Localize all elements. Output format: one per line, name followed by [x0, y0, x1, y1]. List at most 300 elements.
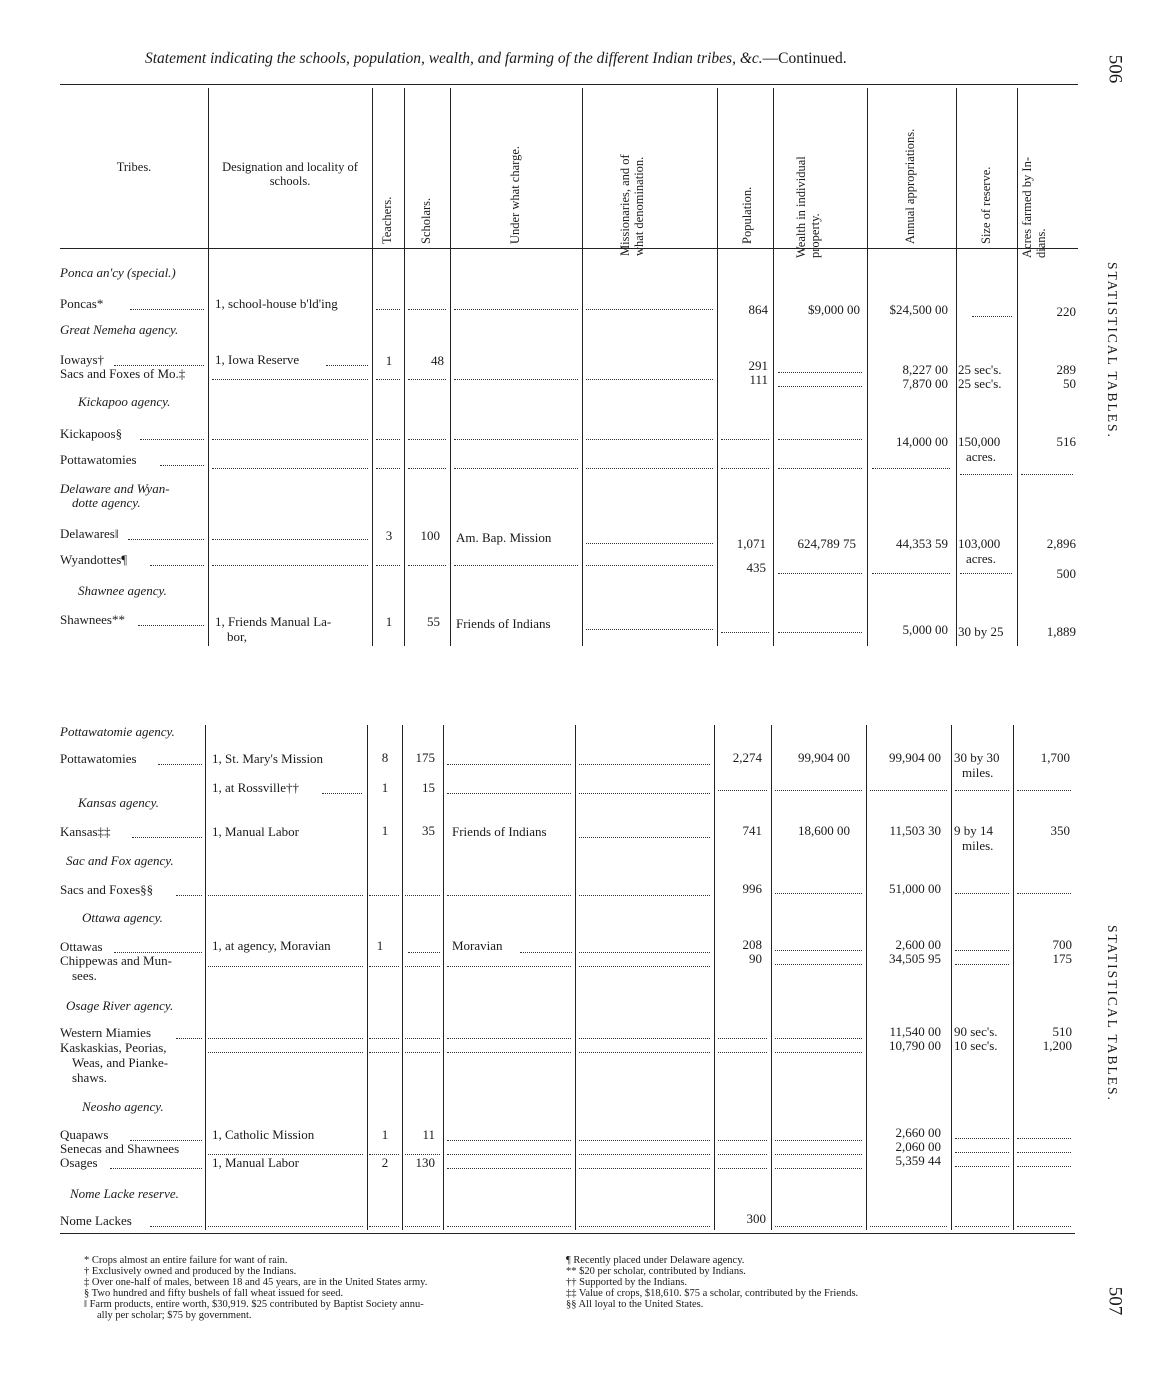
leader-dots: [955, 950, 1009, 951]
population-value: 435: [746, 560, 766, 575]
acres-value: 1,700: [1040, 750, 1070, 765]
page-number-top: 506: [1104, 54, 1126, 84]
agency-label: Great Nemeha agency.: [60, 322, 179, 337]
leader-dots: [586, 543, 713, 544]
charge-value: Friends of Indians: [452, 824, 547, 839]
tribe-name: Wyandottes¶: [60, 552, 128, 567]
leader-dots: [212, 468, 368, 469]
leader-dots: [128, 539, 204, 540]
annual-value: $24,500 00: [889, 302, 948, 317]
column-rule: [205, 725, 206, 1230]
agency-label: Ponca an'cy (special.): [60, 265, 176, 280]
leader-dots: [778, 372, 862, 373]
leader-dots: [369, 1038, 399, 1039]
teachers-value: 1: [376, 938, 384, 953]
leader-dots: [721, 468, 769, 469]
tribe-name: Weas, and Pianke-: [72, 1055, 169, 1070]
tribe-name: Pottawatomies: [60, 452, 137, 467]
leader-dots: [872, 573, 950, 574]
acres-value: 350: [1050, 823, 1070, 838]
leader-dots: [960, 573, 1012, 574]
leader-dots: [454, 379, 578, 380]
annual-value: 2,600 00: [895, 937, 941, 952]
reserve-value: 90 sec's.: [954, 1024, 998, 1039]
leader-dots: [405, 1038, 440, 1039]
tribe-name: Sacs and Foxes of Mo.‡: [60, 366, 186, 381]
agency-label: Delaware and Wyan-: [60, 481, 170, 496]
column-rule: [1013, 725, 1014, 1230]
school-name: 1, Manual Labor: [212, 824, 300, 839]
column-rule: [866, 725, 867, 1230]
column-rule: [443, 725, 444, 1230]
tribe-name: Senecas and Shawnees: [60, 1141, 180, 1156]
tribe-name: Poncas*: [60, 296, 104, 311]
reserve-value: acres.: [966, 551, 996, 566]
leader-dots: [579, 793, 710, 794]
school-name: 1, Catholic Mission: [212, 1127, 315, 1142]
population-value: 90: [749, 951, 762, 966]
annual-value: 2,060 00: [895, 1139, 941, 1154]
footnote: §§ All loyal to the United States.: [566, 1299, 704, 1310]
acres-value: 510: [1052, 1024, 1072, 1039]
tribe-name: Delawares‖: [60, 526, 119, 541]
annual-value: 14,000 00: [896, 434, 948, 449]
leader-dots: [408, 468, 446, 469]
table-bottom-rule: [60, 1233, 1075, 1234]
reserve-value: miles.: [962, 765, 994, 780]
leader-dots: [579, 1226, 710, 1227]
leader-dots: [778, 632, 862, 633]
column-rule: [714, 725, 715, 1230]
teachers-value: 2: [381, 1155, 389, 1170]
acres-value: 700: [1052, 937, 1072, 952]
table-top-rule: [60, 84, 1078, 85]
school-name: 1, St. Mary's Mission: [212, 751, 324, 766]
leader-dots: [454, 309, 578, 310]
leader-dots: [718, 1052, 767, 1053]
school-name: 1, at agency, Moravian: [212, 938, 331, 953]
column-rule: [367, 725, 368, 1230]
header-wealth: Wealth in individual property.: [794, 156, 822, 258]
leader-dots: [212, 539, 368, 540]
leader-dots: [775, 893, 862, 894]
header-population: Population.: [740, 186, 754, 244]
acres-value: 50: [1063, 376, 1076, 391]
scholars-value: 55: [427, 614, 440, 629]
wealth-value: 624,789 75: [797, 536, 856, 551]
school-name: 1, at Rossville††: [212, 780, 300, 795]
population-value: 300: [746, 1211, 766, 1226]
wealth-value: 99,904 00: [798, 750, 850, 765]
acres-value: 1,889: [1046, 624, 1076, 639]
column-rule: [372, 88, 373, 646]
leader-dots: [955, 1152, 1009, 1153]
leader-dots: [955, 1166, 1009, 1167]
reserve-value: 10 sec's.: [954, 1038, 998, 1053]
leader-dots: [778, 386, 862, 387]
header-missionaries: Missionaries, and of what denomination.: [618, 154, 646, 256]
leader-dots: [579, 1140, 710, 1141]
leader-dots: [369, 895, 399, 896]
leader-dots: [176, 895, 202, 896]
column-rule: [951, 725, 952, 1230]
agency-label: Pottawatomie agency.: [60, 724, 175, 739]
annual-value: 11,540 00: [889, 1024, 941, 1039]
footnote: † Exclusively owned and produced by the Indians.: [84, 1266, 297, 1277]
annual-value: 10,790 00: [889, 1038, 941, 1053]
leader-dots: [138, 625, 204, 626]
tribe-name: Shawnees**: [60, 612, 125, 627]
school-name: bor,: [227, 629, 248, 644]
population-value: 111: [749, 372, 768, 387]
leader-dots: [718, 790, 767, 791]
leader-dots: [150, 565, 204, 566]
tribe-name: Osages: [60, 1155, 98, 1170]
footnote: ‡‡ Value of crops, $18,610. $75 a scholar, contributed by the Friends.: [566, 1288, 859, 1299]
leader-dots: [408, 952, 440, 953]
leader-dots: [579, 895, 710, 896]
leader-dots: [955, 893, 1009, 894]
leader-dots: [579, 764, 710, 765]
header-annual: Annual appropriations.: [903, 128, 917, 244]
leader-dots: [130, 309, 204, 310]
leader-dots: [579, 1154, 710, 1155]
school-name: 1, school-house b'ld'ing: [215, 296, 338, 311]
teachers-value: 1: [381, 780, 389, 795]
leader-dots: [322, 793, 362, 794]
annual-value: 44,353 59: [896, 536, 948, 551]
annual-value: 5,000 00: [902, 622, 948, 637]
reserve-value: acres.: [966, 449, 996, 464]
leader-dots: [369, 1226, 399, 1227]
leader-dots: [1017, 1226, 1071, 1227]
agency-label: dotte agency.: [72, 495, 141, 510]
leader-dots: [212, 565, 368, 566]
tribe-name: Quapaws: [60, 1127, 109, 1142]
acres-value: 175: [1052, 951, 1072, 966]
leader-dots: [405, 1052, 440, 1053]
teachers-value: 3: [385, 528, 393, 543]
side-label-bottom: STATISTICAL TABLES.: [1105, 925, 1120, 1102]
annual-value: 51,000 00: [889, 881, 941, 896]
leader-dots: [579, 837, 710, 838]
leader-dots: [454, 468, 578, 469]
leader-dots: [447, 1154, 571, 1155]
reserve-value: miles.: [962, 838, 994, 853]
annual-value: 5,359 44: [895, 1153, 941, 1168]
agency-label: Nome Lacke reserve.: [70, 1186, 179, 1201]
column-rule: [717, 88, 718, 646]
column-rule: [575, 725, 576, 1230]
footnote: ** $20 per scholar, contributed by Indians.: [566, 1266, 746, 1277]
population-value: 2,274: [732, 750, 762, 765]
leader-dots: [376, 565, 400, 566]
tribe-name: Nome Lackes: [60, 1213, 132, 1228]
leader-dots: [376, 379, 400, 380]
annual-value: 99,904 00: [889, 750, 941, 765]
annual-value: 34,505 95: [889, 951, 941, 966]
tribe-name: Kaskaskias, Peorias,: [60, 1040, 167, 1055]
leader-dots: [955, 1226, 1009, 1227]
column-rule: [450, 88, 451, 646]
page-title: Statement indicating the schools, population, wealth, and farming of the different Indian tribes, &c.—Continued.: [145, 50, 847, 67]
reserve-value: 25 sec's.: [958, 376, 1002, 391]
leader-dots: [586, 468, 713, 469]
header-teachers: Teachers.: [380, 196, 394, 244]
school-name: 1, Iowa Reserve: [215, 352, 300, 367]
column-rule: [773, 88, 774, 646]
leader-dots: [579, 1038, 710, 1039]
acres-value: 1,200: [1042, 1038, 1072, 1053]
leader-dots: [955, 790, 1009, 791]
scholars-value: 48: [431, 353, 444, 368]
leader-dots: [447, 966, 571, 967]
acres-value: 289: [1056, 362, 1076, 377]
leader-dots: [586, 629, 713, 630]
leader-dots: [405, 1226, 440, 1227]
reserve-value: 25 sec's.: [958, 362, 1002, 377]
leader-dots: [972, 316, 1012, 317]
leader-dots: [326, 365, 368, 366]
leader-dots: [955, 964, 1009, 965]
acres-value: 2,896: [1046, 536, 1076, 551]
footnote: * Crops almost an entire failure for want of rain.: [84, 1255, 288, 1266]
leader-dots: [775, 1154, 862, 1155]
reserve-value: 30 by 30: [954, 750, 1000, 765]
leader-dots: [778, 439, 862, 440]
leader-dots: [208, 895, 363, 896]
column-rule: [771, 725, 772, 1230]
agency-label: Osage River agency.: [66, 998, 174, 1013]
leader-dots: [160, 465, 204, 466]
tribe-name: Kansas‡‡: [60, 824, 111, 839]
leader-dots: [405, 966, 440, 967]
leader-dots: [212, 439, 368, 440]
leader-dots: [775, 1038, 862, 1039]
footnote: †† Supported by the Indians.: [566, 1277, 688, 1288]
school-name: 1, Manual Labor: [212, 1155, 300, 1170]
leader-dots: [586, 309, 713, 310]
leader-dots: [447, 764, 571, 765]
leader-dots: [775, 1052, 862, 1053]
column-rule: [402, 725, 403, 1230]
leader-dots: [405, 895, 440, 896]
header-bottom-rule: [60, 248, 1078, 249]
leader-dots: [376, 309, 400, 310]
scholars-value: 175: [415, 750, 435, 765]
wealth-value: $9,000 00: [808, 302, 860, 317]
leader-dots: [408, 379, 446, 380]
leader-dots: [376, 439, 400, 440]
leader-dots: [579, 952, 710, 953]
leader-dots: [775, 1168, 862, 1169]
leader-dots: [158, 764, 202, 765]
leader-dots: [718, 1168, 767, 1169]
leader-dots: [208, 1038, 363, 1039]
leader-dots: [447, 1038, 571, 1039]
agency-label: Kansas agency.: [78, 795, 159, 810]
leader-dots: [454, 439, 578, 440]
population-value: 1,071: [736, 536, 766, 551]
tribe-name: Sacs and Foxes§§: [60, 882, 154, 897]
header-charge: Under what charge.: [508, 146, 522, 244]
leader-dots: [778, 468, 862, 469]
leader-dots: [208, 1226, 363, 1227]
acres-value: 220: [1056, 304, 1076, 319]
tribe-name: shaws.: [72, 1070, 108, 1085]
leader-dots: [955, 1138, 1009, 1139]
leader-dots: [586, 439, 713, 440]
header-acres: Acres farmed by In- dians.: [1020, 157, 1048, 258]
reserve-value: 150,000: [958, 434, 1001, 449]
population-value: 291: [748, 358, 768, 373]
leader-dots: [176, 1038, 202, 1039]
leader-dots: [1017, 790, 1071, 791]
leader-dots: [775, 964, 862, 965]
teachers-value: 1: [381, 823, 389, 838]
leader-dots: [447, 1226, 571, 1227]
charge-value: Friends of Indians: [456, 616, 551, 631]
leader-dots: [376, 468, 400, 469]
leader-dots: [721, 632, 769, 633]
tribe-name: Ottawas: [60, 939, 103, 954]
footnote: § Two hundred and fifty bushels of fall wheat issued for seed.: [84, 1288, 344, 1299]
leader-dots: [408, 439, 446, 440]
leader-dots: [447, 793, 571, 794]
tribe-name: Chippewas and Mun-: [60, 953, 172, 968]
header-tribes: Tribes.: [116, 160, 152, 174]
page-number-bottom: 507: [1104, 1286, 1126, 1316]
footnote: ¶ Recently placed under Delaware agency.: [566, 1255, 745, 1266]
charge-value: Am. Bap. Mission: [456, 530, 552, 545]
side-label-top: STATISTICAL TABLES.: [1105, 262, 1120, 439]
leader-dots: [579, 1168, 710, 1169]
leader-dots: [721, 439, 769, 440]
leader-dots: [447, 1168, 571, 1169]
tribe-name: Pottawatomies: [60, 751, 137, 766]
header-designation: Designation and locality of schools.: [222, 160, 358, 188]
leader-dots: [586, 565, 713, 566]
annual-value: 7,870 00: [902, 376, 948, 391]
leader-dots: [718, 1140, 767, 1141]
tribe-name: Western Miamies: [60, 1025, 152, 1040]
scholars-value: 11: [422, 1127, 435, 1142]
leader-dots: [408, 309, 446, 310]
leader-dots: [208, 966, 363, 967]
leader-dots: [447, 1052, 571, 1053]
footnote: ‡ Over one-half of males, between 18 and 45 years, are in the United States army.: [84, 1277, 428, 1288]
leader-dots: [718, 1154, 767, 1155]
tribe-name: sees.: [72, 968, 97, 983]
leader-dots: [447, 1140, 571, 1141]
wealth-value: 18,600 00: [798, 823, 850, 838]
column-rule: [1017, 88, 1018, 646]
agency-label: Sac and Fox agency.: [66, 853, 174, 868]
leader-dots: [579, 966, 710, 967]
leader-dots: [1017, 1166, 1071, 1167]
tribe-name: Ioways†: [60, 352, 105, 367]
header-reserve: Size of reserve.: [979, 166, 993, 244]
leader-dots: [132, 837, 202, 838]
reserve-value: 103,000: [958, 536, 1001, 551]
reserve-value: 30 by 25: [958, 624, 1004, 639]
leader-dots: [579, 1052, 710, 1053]
column-rule: [582, 88, 583, 646]
leader-dots: [718, 1038, 767, 1039]
population-value: 864: [748, 302, 768, 317]
charge-value: Moravian: [452, 938, 503, 953]
leader-dots: [454, 565, 578, 566]
scholars-value: 15: [422, 780, 435, 795]
leader-dots: [369, 1052, 399, 1053]
agency-label: Ottawa agency.: [82, 910, 163, 925]
leader-dots: [775, 950, 862, 951]
leader-dots: [150, 1226, 202, 1227]
teachers-value: 1: [381, 1127, 389, 1142]
population-value: 996: [742, 881, 762, 896]
population-value: 208: [742, 937, 762, 952]
leader-dots: [870, 1226, 947, 1227]
leader-dots: [140, 439, 204, 440]
leader-dots: [110, 1168, 202, 1169]
leader-dots: [778, 573, 862, 574]
leader-dots: [447, 895, 571, 896]
leader-dots: [1021, 474, 1073, 475]
teachers-value: 1: [385, 614, 393, 629]
school-name: 1, Friends Manual La-: [215, 614, 332, 629]
reserve-value: 9 by 14: [954, 823, 993, 838]
leader-dots: [369, 966, 399, 967]
agency-label: Shawnee agency.: [78, 583, 167, 598]
column-rule: [956, 88, 957, 646]
population-value: 741: [742, 823, 762, 838]
acres-value: 516: [1056, 434, 1076, 449]
leader-dots: [1017, 1138, 1071, 1139]
scholars-value: 35: [422, 823, 435, 838]
leader-dots: [208, 1052, 363, 1053]
agency-label: Neosho agency.: [82, 1099, 164, 1114]
leader-dots: [775, 1226, 862, 1227]
footnote: ally per scholar; $75 by government.: [97, 1310, 252, 1321]
scholars-value: 130: [415, 1155, 435, 1170]
leader-dots: [520, 952, 572, 953]
column-rule: [208, 88, 209, 646]
header-scholars: Scholars.: [419, 197, 433, 244]
agency-label: Kickapoo agency.: [78, 394, 171, 409]
column-rule: [404, 88, 405, 646]
leader-dots: [1017, 1152, 1071, 1153]
leader-dots: [775, 1140, 862, 1141]
leader-dots: [1017, 893, 1071, 894]
annual-value: 2,660 00: [895, 1125, 941, 1140]
scholars-value: 100: [420, 528, 440, 543]
annual-value: 8,227 00: [902, 362, 948, 377]
annual-value: 11,503 30: [889, 823, 941, 838]
column-rule: [867, 88, 868, 646]
teachers-value: 8: [381, 750, 389, 765]
tribe-name: Kickapoos§: [60, 426, 123, 441]
leader-dots: [775, 790, 862, 791]
leader-dots: [872, 468, 950, 469]
leader-dots: [960, 474, 1012, 475]
acres-value: 500: [1056, 566, 1076, 581]
footnote: ‖ Farm products, entire worth, $30,919. $25 contributed by Baptist Society annu-: [84, 1299, 424, 1310]
teachers-value: 1: [385, 353, 393, 368]
leader-dots: [586, 379, 713, 380]
leader-dots: [212, 379, 368, 380]
leader-dots: [408, 565, 446, 566]
leader-dots: [870, 790, 947, 791]
